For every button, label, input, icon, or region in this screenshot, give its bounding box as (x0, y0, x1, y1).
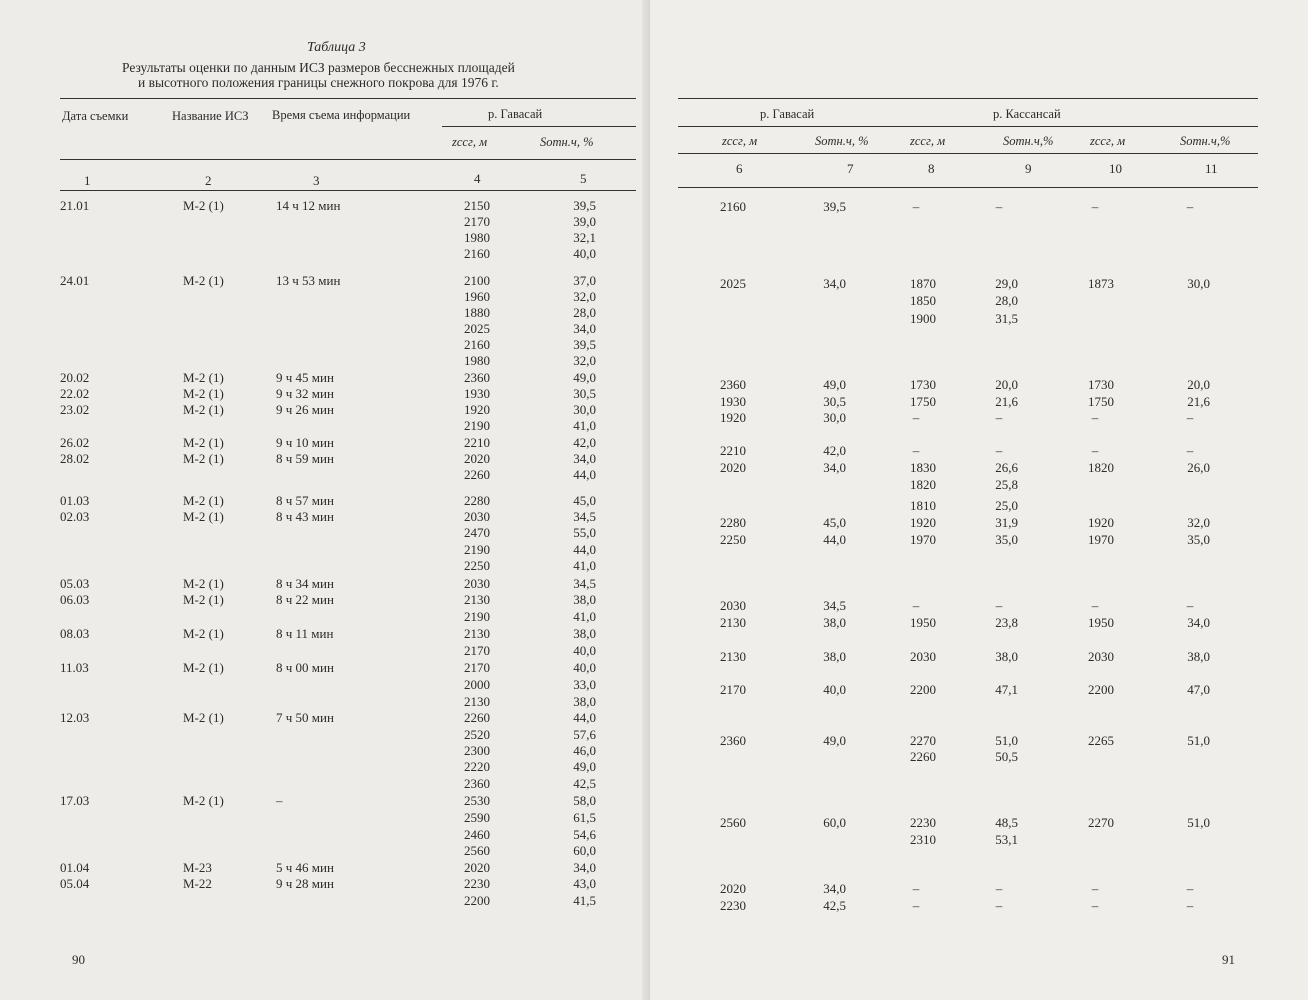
cell-s: 54,6 (573, 827, 596, 842)
cell-s9: 31,5 (995, 311, 1018, 326)
cell-s9: – (995, 410, 1003, 425)
cell-z: 1960 (464, 289, 490, 304)
cell-z: 2190 (464, 542, 490, 557)
cell-sat: М-2 (1) (183, 198, 224, 213)
cell-date: 12.03 (60, 710, 90, 725)
cell-z: 2280 (464, 493, 490, 508)
cell-z10: – (1091, 898, 1099, 913)
header-s11: Sотн.ч,% (1180, 134, 1231, 148)
cell-z: 2030 (464, 576, 490, 591)
cell-s: 28,0 (573, 305, 596, 320)
cell-s11: – (1186, 881, 1194, 896)
cell-s: 34,0 (573, 321, 596, 336)
cell-s: 38,0 (573, 626, 596, 641)
cell-z6: 2360 (720, 377, 746, 392)
cell-s9: 50,5 (995, 749, 1018, 764)
cell-s7: 60,0 (823, 815, 846, 830)
cell-s: 37,0 (573, 273, 596, 288)
cell-z10: 1730 (1088, 377, 1114, 392)
cell-date: 08.03 (60, 626, 90, 641)
col-num-4: 4 (474, 171, 481, 186)
col-num-3: 3 (313, 173, 320, 188)
cell-s9: 25,8 (995, 477, 1018, 492)
cell-s: 41,5 (573, 893, 596, 908)
cell-s11: – (1186, 598, 1194, 613)
cell-time: 5 ч 46 мин (276, 860, 334, 875)
cell-s11: – (1186, 199, 1194, 214)
col-num-5: 5 (580, 171, 587, 186)
cell-z8: – (912, 443, 920, 458)
cell-s7: 45,0 (823, 515, 846, 530)
cell-time: 14 ч 12 мин (276, 198, 341, 213)
cell-s: 34,5 (573, 509, 596, 524)
cell-s11: 38,0 (1187, 649, 1210, 664)
cell-s: 44,0 (573, 467, 596, 482)
cell-s11: 51,0 (1187, 815, 1210, 830)
cell-time: 7 ч 50 мин (276, 710, 334, 725)
cell-s11: 47,0 (1187, 682, 1210, 697)
cell-z10: 2270 (1088, 815, 1114, 830)
cell-z6: 2210 (720, 443, 746, 458)
header-mid-rule (60, 159, 636, 160)
cell-z: 2160 (464, 337, 490, 352)
cell-z8: 2310 (910, 832, 936, 847)
cell-s: 34,0 (573, 860, 596, 875)
cell-s7: 34,0 (823, 276, 846, 291)
cell-z10: 1950 (1088, 615, 1114, 630)
right-header-sub-rule (678, 126, 1258, 127)
cell-z6: 2360 (720, 733, 746, 748)
cell-z: 2170 (464, 660, 490, 675)
cell-s11: 51,0 (1187, 733, 1210, 748)
cell-z: 2020 (464, 860, 490, 875)
cell-s: 46,0 (573, 743, 596, 758)
cell-date: 02.03 (60, 509, 90, 524)
cell-s: 57,6 (573, 727, 596, 742)
cell-z: 2030 (464, 509, 490, 524)
cell-z: 2360 (464, 370, 490, 385)
cell-s: 43,0 (573, 876, 596, 891)
cell-s: 55,0 (573, 525, 596, 540)
cell-s11: 21,6 (1187, 394, 1210, 409)
cell-s9: 47,1 (995, 682, 1018, 697)
cell-sat: М-22 (183, 876, 212, 891)
cell-z: 2190 (464, 609, 490, 624)
cell-z: 2210 (464, 435, 490, 450)
cell-z10: 1920 (1088, 515, 1114, 530)
cell-s7: 44,0 (823, 532, 846, 547)
cell-s9: – (995, 898, 1003, 913)
cell-z: 2520 (464, 727, 490, 742)
cell-s9: 53,1 (995, 832, 1018, 847)
cell-z8: 1730 (910, 377, 936, 392)
cell-z: 2100 (464, 273, 490, 288)
cell-z: 2130 (464, 626, 490, 641)
cell-s7: 42,5 (823, 898, 846, 913)
header-bottom-rule (60, 190, 636, 191)
cell-s9: 28,0 (995, 293, 1018, 308)
cell-s11: – (1186, 443, 1194, 458)
cell-z: 2250 (464, 558, 490, 573)
cell-s7: 40,0 (823, 682, 846, 697)
cell-z8: – (912, 598, 920, 613)
cell-s: 39,5 (573, 198, 596, 213)
cell-z: 1920 (464, 402, 490, 417)
cell-z8: 2260 (910, 749, 936, 764)
cell-s: 34,0 (573, 451, 596, 466)
cell-s: 40,0 (573, 643, 596, 658)
cell-s: 44,0 (573, 542, 596, 557)
cell-sat: М-2 (1) (183, 451, 224, 466)
cell-sat: М-2 (1) (183, 386, 224, 401)
table-caption: Таблица 3 (307, 40, 366, 55)
cell-z: 2560 (464, 843, 490, 858)
cell-z10: 1820 (1088, 460, 1114, 475)
cell-z8: 1750 (910, 394, 936, 409)
cell-s11: – (1186, 410, 1194, 425)
cell-z10: 2030 (1088, 649, 1114, 664)
cell-z10: 1750 (1088, 394, 1114, 409)
cell-s9: 25,0 (995, 498, 1018, 513)
cell-time: 9 ч 10 мин (276, 435, 334, 450)
cell-sat: М-2 (1) (183, 402, 224, 417)
cell-s7: 34,0 (823, 881, 846, 896)
cell-s: 39,5 (573, 337, 596, 352)
cell-z: 2460 (464, 827, 490, 842)
cell-z10: – (1091, 443, 1099, 458)
cell-s: 44,0 (573, 710, 596, 725)
cell-z8: – (912, 881, 920, 896)
cell-s: 58,0 (573, 793, 596, 808)
cell-date: 23.02 (60, 402, 90, 417)
cell-z6: 2170 (720, 682, 746, 697)
cell-z6: 2130 (720, 649, 746, 664)
col-num-2: 2 (205, 173, 212, 188)
cell-date: 05.03 (60, 576, 90, 591)
cell-z8: 2270 (910, 733, 936, 748)
cell-s9: – (995, 199, 1003, 214)
header-z6: zссг, м (722, 134, 758, 148)
cell-s: 30,0 (573, 402, 596, 417)
cell-s11: 35,0 (1187, 532, 1210, 547)
cell-date: 26.02 (60, 435, 90, 450)
right-page (650, 0, 1308, 1000)
cell-s: 41,0 (573, 558, 596, 573)
cell-s11: 32,0 (1187, 515, 1210, 530)
cell-z8: – (912, 199, 920, 214)
cell-z6: 2130 (720, 615, 746, 630)
cell-z8: 1920 (910, 515, 936, 530)
cell-date: 06.03 (60, 592, 90, 607)
cell-z: 2130 (464, 592, 490, 607)
cell-z: 2025 (464, 321, 490, 336)
cell-sat: М-2 (1) (183, 592, 224, 607)
cell-date: 28.02 (60, 451, 90, 466)
header-date: Дата съемки (62, 109, 129, 123)
cell-s7: 38,0 (823, 649, 846, 664)
cell-z6: 2025 (720, 276, 746, 291)
cell-time: – (276, 793, 283, 808)
cell-z10: 2200 (1088, 682, 1114, 697)
cell-s: 45,0 (573, 493, 596, 508)
cell-z: 2260 (464, 467, 490, 482)
cell-date: 05.04 (60, 876, 90, 891)
cell-z: 2130 (464, 694, 490, 709)
cell-z: 2170 (464, 643, 490, 658)
cell-date: 11.03 (60, 660, 89, 675)
cell-z10: – (1091, 598, 1099, 613)
cell-z8: 2200 (910, 682, 936, 697)
col-num-7: 7 (847, 161, 854, 176)
header-sub-rule (442, 126, 636, 127)
cell-sat: М-2 (1) (183, 710, 224, 725)
cell-s9: – (995, 443, 1003, 458)
cell-z: 2300 (464, 743, 490, 758)
cell-s: 32,0 (573, 353, 596, 368)
cell-date: 20.02 (60, 370, 90, 385)
cell-s: 41,0 (573, 418, 596, 433)
cell-z: 2150 (464, 198, 490, 213)
cell-s7: 34,0 (823, 460, 846, 475)
cell-z: 2000 (464, 677, 490, 692)
cell-s: 32,1 (573, 230, 596, 245)
left-page (0, 0, 650, 1000)
cell-time: 9 ч 32 мин (276, 386, 334, 401)
cell-z: 1980 (464, 230, 490, 245)
cell-s9: 20,0 (995, 377, 1018, 392)
cell-z6: 2230 (720, 898, 746, 913)
right-header-mid-rule (678, 153, 1258, 154)
cell-z8: 2030 (910, 649, 936, 664)
cell-s9: 48,5 (995, 815, 1018, 830)
table-title-line-1: Результаты оценки по данным ИСЗ размеров бесснежных площадей (122, 60, 515, 75)
cell-s: 42,5 (573, 776, 596, 791)
col-num-10: 10 (1109, 161, 1122, 176)
cell-z6: 1930 (720, 394, 746, 409)
cell-s7: 38,0 (823, 615, 846, 630)
cell-z: 2020 (464, 451, 490, 466)
col-num-6: 6 (736, 161, 743, 176)
cell-z10: – (1091, 199, 1099, 214)
cell-s11: 26,0 (1187, 460, 1210, 475)
cell-s: 41,0 (573, 609, 596, 624)
header-s9: Sотн.ч,% (1003, 134, 1054, 148)
cell-s9: 51,0 (995, 733, 1018, 748)
cell-s7: 30,0 (823, 410, 846, 425)
cell-s: 49,0 (573, 759, 596, 774)
cell-s: 49,0 (573, 370, 596, 385)
col-num-8: 8 (928, 161, 935, 176)
cell-time: 8 ч 00 мин (276, 660, 334, 675)
right-header-top-rule (678, 98, 1258, 99)
cell-z8: 2230 (910, 815, 936, 830)
header-z10: zссг, м (1090, 134, 1126, 148)
cell-sat: М-2 (1) (183, 273, 224, 288)
cell-z: 2530 (464, 793, 490, 808)
cell-s11: 30,0 (1187, 276, 1210, 291)
cell-z8: 1900 (910, 311, 936, 326)
cell-z: 2220 (464, 759, 490, 774)
cell-s7: 49,0 (823, 733, 846, 748)
cell-sat: М-2 (1) (183, 493, 224, 508)
cell-sat: М-2 (1) (183, 435, 224, 450)
cell-date: 01.04 (60, 860, 90, 875)
cell-s9: 31,9 (995, 515, 1018, 530)
cell-s: 40,0 (573, 246, 596, 261)
cell-z6: 2020 (720, 881, 746, 896)
cell-s: 38,0 (573, 694, 596, 709)
cell-time: 8 ч 11 мин (276, 626, 334, 641)
header-river-gavasai-right: р. Гавасай (760, 107, 815, 121)
header-time: Время съема информации (272, 108, 411, 122)
col-num-1: 1 (84, 173, 91, 188)
cell-date: 01.03 (60, 493, 90, 508)
header-z: zссг, м (452, 135, 488, 149)
cell-z10: 2265 (1088, 733, 1114, 748)
cell-s: 32,0 (573, 289, 596, 304)
cell-sat: М-2 (1) (183, 509, 224, 524)
cell-time: 9 ч 28 мин (276, 876, 334, 891)
cell-z10: 1873 (1088, 276, 1114, 291)
header-river-gavasai: р. Гавасай (488, 107, 543, 121)
cell-s7: 42,0 (823, 443, 846, 458)
cell-time: 9 ч 45 мин (276, 370, 334, 385)
cell-s7: 39,5 (823, 199, 846, 214)
header-z8: zссг, м (910, 134, 946, 148)
cell-z6: 1920 (720, 410, 746, 425)
right-header-bottom-rule (678, 187, 1258, 188)
cell-s: 60,0 (573, 843, 596, 858)
table-title-line-2: и высотного положения границы снежного покрова для 1976 г. (138, 75, 499, 90)
cell-z10: – (1091, 410, 1099, 425)
cell-z6: 2020 (720, 460, 746, 475)
cell-s7: 30,5 (823, 394, 846, 409)
cell-z: 2200 (464, 893, 490, 908)
cell-s9: 35,0 (995, 532, 1018, 547)
cell-z: 1980 (464, 353, 490, 368)
header-s7: Sотн.ч, % (815, 134, 869, 148)
page-number-left: 90 (72, 952, 85, 967)
cell-s: 33,0 (573, 677, 596, 692)
cell-s9: 38,0 (995, 649, 1018, 664)
cell-time: 8 ч 43 мин (276, 509, 334, 524)
cell-time: 13 ч 53 мин (276, 273, 341, 288)
cell-s: 34,5 (573, 576, 596, 591)
cell-z8: 1830 (910, 460, 936, 475)
cell-z: 2190 (464, 418, 490, 433)
cell-s9: 26,6 (995, 460, 1018, 475)
header-s: Sотн.ч, % (540, 135, 594, 149)
cell-z: 1880 (464, 305, 490, 320)
cell-z6: 2560 (720, 815, 746, 830)
cell-s11: – (1186, 898, 1194, 913)
cell-s: 39,0 (573, 214, 596, 229)
header-satellite: Название ИСЗ (172, 109, 249, 123)
header-river-kassansai: р. Кассансай (993, 107, 1061, 121)
cell-time: 8 ч 34 мин (276, 576, 334, 591)
cell-s: 42,0 (573, 435, 596, 450)
cell-z8: 1950 (910, 615, 936, 630)
cell-z8: 1870 (910, 276, 936, 291)
cell-s7: 34,5 (823, 598, 846, 613)
cell-z8: 1970 (910, 532, 936, 547)
cell-z: 1930 (464, 386, 490, 401)
cell-s11: 34,0 (1187, 615, 1210, 630)
col-num-9: 9 (1025, 161, 1032, 176)
cell-sat: М-2 (1) (183, 793, 224, 808)
cell-date: 17.03 (60, 793, 90, 808)
cell-z8: – (912, 898, 920, 913)
cell-s9: – (995, 598, 1003, 613)
cell-s7: 49,0 (823, 377, 846, 392)
cell-s: 38,0 (573, 592, 596, 607)
header-top-rule (60, 98, 636, 99)
cell-z: 2360 (464, 776, 490, 791)
cell-z6: 2160 (720, 199, 746, 214)
cell-sat: М-2 (1) (183, 576, 224, 591)
cell-z: 2170 (464, 214, 490, 229)
cell-s: 61,5 (573, 810, 596, 825)
cell-s9: – (995, 881, 1003, 896)
page-number-right: 91 (1222, 952, 1235, 967)
cell-s: 30,5 (573, 386, 596, 401)
cell-z8: – (912, 410, 920, 425)
cell-z: 2470 (464, 525, 490, 540)
cell-s11: 20,0 (1187, 377, 1210, 392)
cell-s9: 29,0 (995, 276, 1018, 291)
cell-date: 24.01 (60, 273, 90, 288)
cell-s9: 23,8 (995, 615, 1018, 630)
cell-z: 2590 (464, 810, 490, 825)
cell-z: 2160 (464, 246, 490, 261)
cell-z6: 2250 (720, 532, 746, 547)
cell-time: 8 ч 57 мин (276, 493, 334, 508)
col-num-11: 11 (1205, 161, 1218, 176)
cell-z6: 2280 (720, 515, 746, 530)
cell-date: 22.02 (60, 386, 90, 401)
cell-sat: М-2 (1) (183, 370, 224, 385)
cell-sat: М-2 (1) (183, 626, 224, 641)
cell-z8: 1850 (910, 293, 936, 308)
cell-s9: 21,6 (995, 394, 1018, 409)
cell-time: 9 ч 26 мин (276, 402, 334, 417)
cell-z: 2260 (464, 710, 490, 725)
cell-z10: 1970 (1088, 532, 1114, 547)
cell-z6: 2030 (720, 598, 746, 613)
cell-time: 8 ч 22 мин (276, 592, 334, 607)
cell-z8: 1820 (910, 477, 936, 492)
cell-s: 40,0 (573, 660, 596, 675)
cell-sat: М-23 (183, 860, 212, 875)
cell-sat: М-2 (1) (183, 660, 224, 675)
cell-z: 2230 (464, 876, 490, 891)
cell-time: 8 ч 59 мин (276, 451, 334, 466)
cell-z10: – (1091, 881, 1099, 896)
cell-date: 21.01 (60, 198, 90, 213)
cell-z8: 1810 (910, 498, 936, 513)
